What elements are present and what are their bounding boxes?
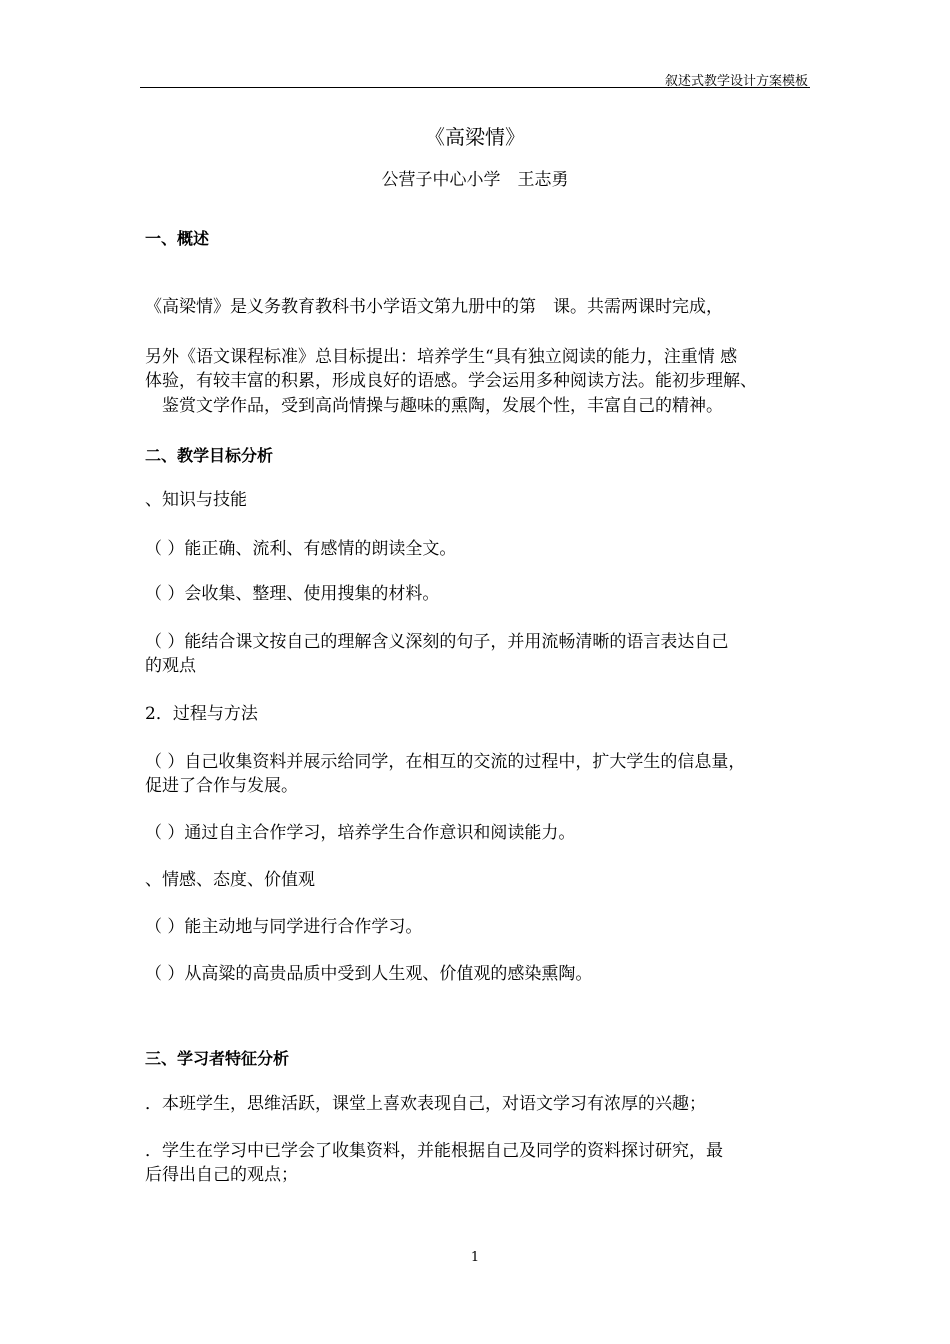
objective-item-line: 促进了合作与发展。 [145, 776, 298, 796]
learner-item-line: ．学生在学习中已学会了收集资料，并能根据自己及同学的资料探讨研究，最 [145, 1141, 723, 1161]
objective-item-line: 的观点 [145, 656, 196, 676]
objective-item: （ ）从高粱的高贵品质中受到人生观、价值观的感染熏陶。 [145, 964, 593, 984]
objective-item-line: （ ）能结合课文按自己的理解含义深刻的句子，并用流畅清晰的语言表达自己 [145, 632, 729, 652]
subheading-knowledge-skills: 、知识与技能 [145, 490, 247, 510]
objective-item-line: （ ）自己收集资料并展示给同学，在相互的交流的过程中，扩大学生的信息量， [145, 752, 746, 772]
page-number: 1 [470, 1250, 480, 1265]
objective-item: （ ）会收集、整理、使用搜集的材料。 [145, 584, 440, 604]
section-heading-learners: 三、学习者特征分析 [145, 1049, 290, 1068]
section-heading-overview: 一、概述 [145, 229, 210, 248]
overview-paragraph-line: 体验，有较丰富的积累，形成良好的语感。学会运用多种阅读方法。能初步理解、 [145, 371, 757, 391]
subheading-emotion-values: 、情感、态度、价值观 [145, 870, 315, 890]
overview-paragraph-line: 鉴赏文学作品，受到高尚情操与趣味的熏陶，发展个性，丰富自己的精神。 [145, 396, 723, 416]
document-title: 《高梁情》 [425, 125, 525, 149]
learner-item-line: 后得出自己的观点； [145, 1165, 298, 1185]
header-rule [140, 87, 810, 88]
subheading-process-method: 2．过程与方法 [145, 704, 258, 724]
objective-item: （ ）通过自主合作学习，培养学生合作意识和阅读能力。 [145, 823, 576, 843]
objective-item: （ ）能正确、流利、有感情的朗读全文。 [145, 539, 457, 559]
author-line: 公营子中心小学 王志勇 [381, 170, 569, 190]
overview-paragraph-line: 《高梁情》是义务教育教科书小学语文第九册中的第 课。共需两课时完成， [145, 297, 723, 317]
objective-item: （ ）能主动地与同学进行合作学习。 [145, 917, 423, 937]
section-heading-objectives: 二、教学目标分析 [145, 446, 274, 465]
overview-paragraph-line: 另外《语文课程标准》总目标提出：培养学生“具有独立阅读的能力，注重情 感 [145, 347, 738, 367]
learner-item: ．本班学生，思维活跃，课堂上喜欢表现自己，对语文学习有浓厚的兴趣； [145, 1094, 706, 1114]
header-text: 叙述式教学设计方案模板 [664, 74, 808, 89]
